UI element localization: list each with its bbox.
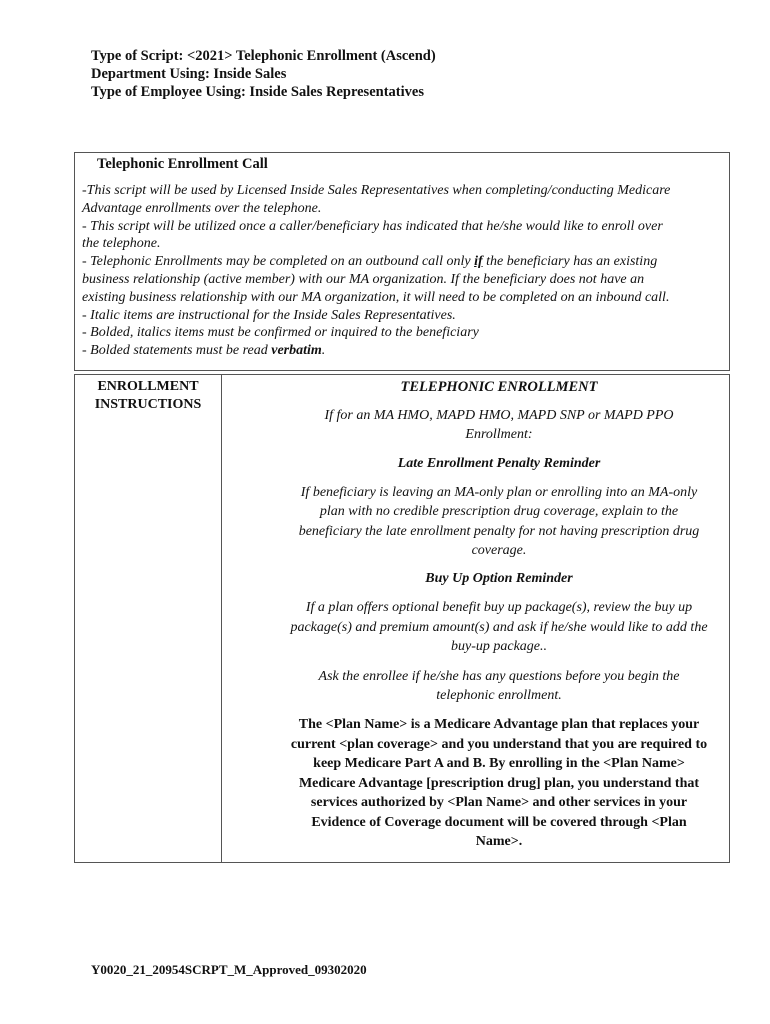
text-line: Name>. xyxy=(475,833,523,849)
intro-box xyxy=(74,152,730,371)
employee-type: Type of Employee Using: Inside Sales Representatives xyxy=(91,84,424,100)
intro-text: - Bolded statements must be read xyxy=(82,343,268,359)
text-line: telephonic enrollment. xyxy=(436,688,562,704)
intro-line-verbatim xyxy=(82,342,721,360)
intro-line: existing business relationship with our MA organization, it will need to be completed on an inbound call. xyxy=(82,289,670,305)
intro-line: - Italic items are instructional for the Inside Sales Representatives. xyxy=(82,307,456,323)
text-line: services authorized by <Plan Name> and other services in your xyxy=(310,795,688,811)
text-line: buy-up package.. xyxy=(450,639,548,655)
instructions-header xyxy=(75,378,221,414)
enrollment-table xyxy=(74,374,730,863)
intro-line-outbound xyxy=(82,253,721,271)
text-line: plan with no credible prescription drug coverage, explain to the xyxy=(319,504,679,520)
instructions-header-line: ENROLLMENT xyxy=(97,379,199,394)
telephonic-enrollment-title: TELEPHONIC ENROLLMENT xyxy=(400,379,598,395)
intro-text: . xyxy=(321,343,326,359)
text-line: Evidence of Coverage document will be covered through <Plan xyxy=(311,814,687,830)
text-line: Enrollment: xyxy=(465,427,533,443)
text-line: If a plan offers optional benefit buy up package(s), review the buy up xyxy=(305,600,693,616)
text-line: keep Medicare Part A and B. By enrolling in the <Plan Name> xyxy=(313,756,685,772)
text-line: If beneficiary is leaving an MA-only plan or enrolling into an MA-only xyxy=(300,484,698,500)
intro-line: - Bolded, italics items must be confirmed or inquired to the beneficiary xyxy=(82,325,479,341)
intro-line: the telephone. xyxy=(82,236,161,252)
text-line: Medicare Advantage [prescription drug] plan, you understand that xyxy=(298,775,700,791)
intro-text: the beneficiary has an existing xyxy=(486,254,658,270)
text-line: If for an MA HMO, MAPD HMO, MAPD SNP or MAPD PPO xyxy=(324,408,674,423)
enrollment-content xyxy=(269,378,729,851)
intro-line: Advantage enrollments over the telephone. xyxy=(82,200,322,216)
buyup-text xyxy=(269,598,729,656)
text-line: package(s) and premium amount(s) and ask if he/she would like to add the xyxy=(290,619,708,635)
intro-line: -This script will be used by Licensed Inside Sales Representatives when completing/conducting Medicare xyxy=(82,183,671,198)
intro-title: Telephonic Enrollment Call xyxy=(97,156,268,172)
ask-questions-text xyxy=(269,667,729,706)
document-header xyxy=(91,47,436,101)
lep-text xyxy=(269,483,729,561)
department: Department Using: Inside Sales xyxy=(91,66,287,82)
instructions-header-line: INSTRUCTIONS xyxy=(94,397,202,412)
verbatim-statement xyxy=(269,715,729,851)
column-divider xyxy=(221,375,222,862)
text-line: current <plan coverage> and you understand that you are required to xyxy=(290,736,708,752)
text-line: Ask the enrollee if he/she has any questions before you begin the xyxy=(318,668,680,684)
emphasis-verbatim: verbatim xyxy=(271,343,322,359)
intro-line: business relationship (active member) with our MA organization. If the beneficiary does not have an xyxy=(82,271,645,287)
buyup-title: Buy Up Option Reminder xyxy=(425,571,573,587)
text-line: coverage. xyxy=(471,543,527,559)
document-code: Y0020_21_20954SCRPT_M_Approved_09302020 xyxy=(91,962,367,977)
script-type: Type of Script: <2021> Telephonic Enrollment (Ascend) xyxy=(91,48,436,64)
text-line: The <Plan Name> is a Medicare Advantage plan that replaces your xyxy=(298,717,700,733)
lep-title: Late Enrollment Penalty Reminder xyxy=(397,455,601,471)
text-line: beneficiary the late enrollment penalty for not having prescription drug xyxy=(298,523,700,539)
plan-type-text xyxy=(269,406,729,445)
emphasis-if: if xyxy=(474,254,483,270)
intro-text: - Telephonic Enrollments may be completed on an outbound call only xyxy=(82,254,471,270)
intro-line: - This script will be utilized once a caller/beneficiary has indicated that he/she would like to enroll over xyxy=(82,218,663,234)
